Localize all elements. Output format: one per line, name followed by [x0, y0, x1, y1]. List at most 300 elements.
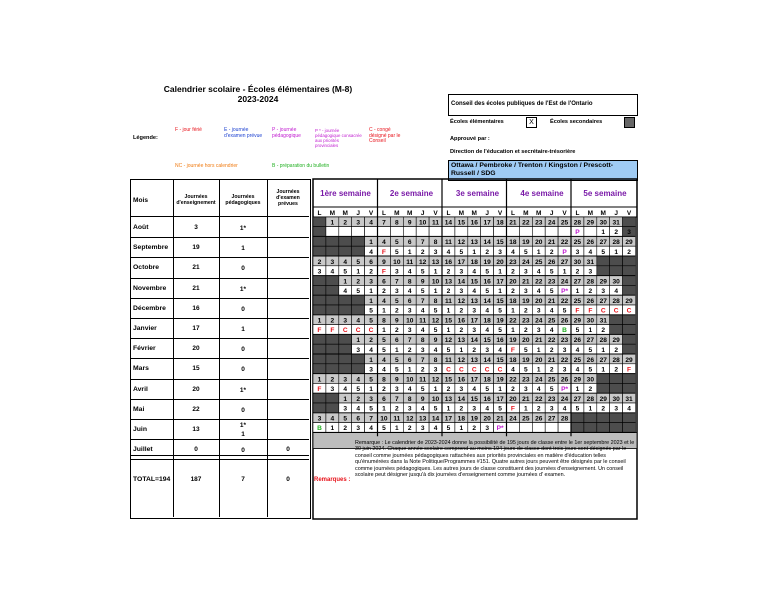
- calendar-day: 3: [330, 386, 335, 393]
- calendar-day: 4: [588, 248, 593, 256]
- calendar-day: 2: [511, 386, 515, 393]
- total-teaching: 187: [190, 476, 202, 483]
- calendar-day: 5: [524, 366, 528, 374]
- calendar-cell: [558, 423, 571, 433]
- month-teaching-days: 21: [192, 264, 200, 272]
- day-letter: M: [600, 210, 606, 217]
- month-teaching-days: 22: [192, 405, 200, 413]
- calendar-day: 19: [483, 258, 491, 266]
- calendar-day: 2: [614, 366, 618, 374]
- calendar-cell: [507, 423, 520, 433]
- calendar-cell: [597, 423, 610, 433]
- calendar-cell: [339, 335, 352, 345]
- calendar-day: 5: [382, 425, 386, 433]
- calendar-day: 2: [395, 307, 399, 315]
- calendar-day: 23: [509, 258, 517, 266]
- calendar-day: 5: [420, 268, 425, 276]
- calendar-cell: [313, 344, 326, 354]
- calendar-day: C: [600, 307, 606, 315]
- calendar-day: 2: [330, 376, 335, 384]
- calendar-day: 16: [444, 258, 453, 266]
- calendar-day: 8: [433, 356, 438, 364]
- calendar-day: F: [510, 346, 515, 354]
- calendar-day: 22: [560, 356, 569, 364]
- calendar-day: 2: [395, 405, 399, 413]
- calendar-day: 4: [575, 346, 580, 354]
- calendar-day: 27: [547, 415, 556, 423]
- calendar-day: 1: [433, 386, 438, 393]
- calendar-day: 1: [369, 356, 373, 364]
- calendar-day: 14: [470, 337, 478, 345]
- calendar-day: 23: [547, 278, 556, 286]
- calendar-day: 9: [382, 258, 386, 266]
- calendar-day: 4: [433, 425, 438, 433]
- calendar-cell: [313, 285, 326, 295]
- calendar-day: F: [330, 327, 335, 335]
- calendar-day: 8: [407, 396, 412, 403]
- calendar-day: 21: [535, 337, 543, 345]
- calendar-day: 11: [393, 415, 401, 423]
- calendar-day: 18: [483, 317, 491, 325]
- calendar-cell: [610, 325, 623, 335]
- calendar-cell: [507, 227, 520, 237]
- calendar-day: 26: [560, 376, 569, 384]
- calendar-day: 6: [395, 337, 399, 345]
- month-pedagogical-days: 0: [241, 447, 245, 455]
- calendar-day: 1: [343, 278, 348, 286]
- calendar-day: 5: [356, 288, 360, 295]
- calendar-day: 5: [549, 386, 554, 393]
- calendar-day: 2: [356, 396, 360, 403]
- header-enseignement: Journées d'enseignement: [176, 194, 216, 206]
- calendar-day: 25: [560, 219, 569, 227]
- calendar-day: 21: [547, 239, 556, 247]
- calendar-day: C: [342, 327, 348, 335]
- calendar-day: 26: [547, 258, 556, 266]
- calendar-day: C: [613, 307, 619, 315]
- calendar-day: 5: [498, 327, 502, 335]
- calendar-day: 24: [535, 317, 543, 325]
- calendar-day: 15: [457, 219, 466, 227]
- day-letter: M: [523, 210, 529, 217]
- calendar-day: 31: [625, 396, 633, 403]
- calendar-day: 4: [369, 219, 373, 227]
- calendar-day: 30: [599, 219, 607, 227]
- calendar-day: 3: [420, 425, 425, 433]
- calendar-day: 5: [382, 337, 386, 345]
- calendar-day: 28: [612, 239, 620, 247]
- week-3-title: 3e semaine: [455, 189, 500, 198]
- calendar-cell: [584, 413, 597, 423]
- calendar-day: 5: [343, 268, 348, 276]
- calendar-day: 30: [586, 317, 595, 325]
- day-letter: L: [510, 210, 515, 217]
- calendar-day: 3: [536, 327, 541, 335]
- calendar-cell: [339, 364, 352, 374]
- week-2-title: 2e semaine: [389, 189, 434, 198]
- calendar-day: 18: [496, 219, 504, 227]
- month-pedagogical-days: 0: [241, 305, 245, 313]
- calendar-cell: [545, 423, 558, 433]
- calendar-cell: [532, 423, 545, 433]
- calendar-cell: [623, 315, 636, 325]
- calendar-day: 3: [459, 268, 464, 276]
- calendar-day: 18: [457, 415, 466, 423]
- day-letter: J: [549, 210, 554, 217]
- secondary-label: Écoles secondaires: [550, 119, 603, 125]
- calendar-day: F: [317, 327, 322, 335]
- calendar-day: 1: [575, 288, 580, 295]
- calendar-day: 5: [395, 366, 399, 374]
- calendar-cell: [326, 403, 339, 413]
- calendar-cell: [623, 423, 636, 433]
- calendar-cell: [313, 393, 326, 403]
- day-letter: M: [329, 210, 336, 217]
- calendar-day: 1: [356, 268, 360, 276]
- day-letter: V: [562, 210, 567, 217]
- calendar-day: 12: [457, 298, 466, 305]
- calendar-day: 4: [420, 327, 425, 335]
- calendar-day: 20: [535, 239, 543, 247]
- calendar-day: 30: [612, 278, 620, 286]
- calendar-day: 1: [317, 376, 322, 384]
- calendar-cell: [313, 335, 326, 345]
- calendar-day: 1: [407, 366, 412, 374]
- calendar-day: 11: [444, 239, 452, 247]
- calendar-day: 13: [418, 415, 427, 423]
- calendar-day: 1: [536, 346, 541, 354]
- calendar-cell: [584, 423, 597, 433]
- calendar-day: 3: [524, 386, 528, 393]
- calendar-day: 4: [536, 386, 541, 393]
- day-letter: V: [497, 210, 503, 217]
- calendar-day: B: [562, 327, 567, 335]
- calendar-day: 5: [343, 415, 348, 423]
- calendar-day: 5: [369, 405, 373, 413]
- calendar-day: 1: [498, 386, 502, 393]
- month-name: Janvier: [133, 325, 157, 332]
- calendar-day: 24: [535, 376, 543, 384]
- calendar-day: 29: [599, 278, 607, 286]
- calendar-day: 18: [483, 376, 491, 384]
- calendar-day: 30: [586, 376, 595, 384]
- day-letter: M: [394, 210, 400, 217]
- calendar-day: 21: [547, 356, 556, 364]
- calendar-day: 15: [496, 356, 504, 364]
- calendar-day: 1: [446, 327, 451, 335]
- calendar-day: 17: [496, 396, 504, 403]
- calendar-cell: [597, 383, 610, 393]
- calendar-day: 4: [498, 346, 502, 354]
- calendar-day: 19: [522, 298, 530, 305]
- calendar-cell: [597, 374, 610, 384]
- header-mois: Mois: [133, 197, 149, 204]
- day-letter: L: [317, 210, 322, 217]
- calendar-day: 1: [395, 425, 399, 433]
- calendar-day: 6: [407, 356, 412, 364]
- calendar-day: 22: [560, 298, 569, 305]
- calendar-day: F: [381, 248, 386, 256]
- calendar-day: 14: [483, 356, 491, 364]
- calendar-day: 22: [509, 376, 517, 384]
- calendar-day: C: [471, 366, 477, 374]
- calendar-day: 2: [420, 366, 425, 374]
- month-pedagogical-days: 0: [241, 265, 245, 273]
- calendar-day: 2: [549, 366, 554, 374]
- calendar-day: P*: [561, 386, 569, 393]
- calendar-day: 17: [444, 415, 453, 423]
- month-teaching-days: 16: [192, 304, 200, 312]
- calendar-day: 15: [470, 278, 478, 286]
- month-name: Avril: [133, 385, 148, 393]
- calendar-cell: [326, 364, 339, 374]
- calendar-day: 28: [586, 396, 595, 403]
- week-1-title: 1ère semaine: [320, 189, 371, 198]
- day-letter: L: [446, 210, 451, 217]
- calendar-day: 1: [588, 327, 593, 335]
- legend-label: Légende:: [133, 135, 158, 141]
- calendar-day: 20: [496, 258, 504, 266]
- calendar-day: P*: [561, 288, 569, 295]
- calendar-day: 1: [330, 219, 335, 227]
- calendar-day: 3: [356, 346, 360, 354]
- calendar-day: 7: [420, 239, 425, 247]
- calendar-day: 1: [588, 405, 593, 413]
- week-4-title: 4e semaine: [520, 189, 564, 198]
- calendar-day: 18: [509, 298, 517, 305]
- calendar-cell: [326, 335, 339, 345]
- calendar-cell: [352, 237, 365, 247]
- calendar-day: 12: [431, 376, 440, 384]
- calendar-day: 3: [536, 307, 541, 315]
- calendar-day: 13: [444, 278, 453, 286]
- month-pedagogical-days: 1*: [239, 386, 247, 394]
- calendar-day: 14: [483, 298, 491, 305]
- calendar-day: 2: [472, 425, 477, 433]
- calendar-day: 2: [317, 258, 322, 266]
- calendar-day: 17: [470, 376, 478, 384]
- calendar-day: 16: [483, 396, 491, 403]
- calendar-day: 14: [444, 219, 453, 227]
- month-pedagogical-days: 1* 1: [239, 422, 247, 438]
- calendar-cell: [326, 285, 339, 295]
- calendar-day: 4: [575, 366, 580, 374]
- calendar-day: C: [497, 366, 503, 374]
- calendar-day: 3: [627, 229, 631, 237]
- calendar-day: 28: [612, 356, 620, 364]
- calendar-cell: [610, 423, 623, 433]
- calendar-day: 3: [588, 268, 593, 276]
- calendar-day: 12: [418, 258, 427, 266]
- approved-label: Approuvé par :: [450, 136, 490, 142]
- calendar-day: 22: [522, 219, 530, 227]
- month-pedagogical-days: 0: [241, 406, 245, 414]
- calendar-day: 20: [483, 415, 491, 423]
- calendar-day: 5: [420, 386, 425, 393]
- calendar-cell: [455, 227, 468, 237]
- calendar-day: 1: [472, 248, 477, 256]
- elementary-checkbox[interactable]: X: [526, 117, 537, 128]
- calendar-day: 20: [509, 396, 517, 403]
- calendar-day: 2: [446, 386, 451, 393]
- calendar-day: 4: [407, 268, 412, 276]
- calendar-day: 3: [395, 386, 399, 393]
- calendar-day: F: [381, 268, 386, 276]
- calendar-day: 1: [343, 396, 348, 403]
- calendar-day: 27: [599, 298, 607, 305]
- calendar-day: 1: [382, 307, 386, 315]
- calendar-day: 10: [393, 258, 401, 266]
- calendar-day: 18: [509, 239, 517, 247]
- calendar-day: 8: [395, 219, 399, 227]
- month-teaching-days: 21: [192, 284, 200, 292]
- calendar-day: 13: [444, 396, 453, 403]
- calendar-day: 24: [560, 278, 569, 286]
- calendar-day: 2: [446, 288, 451, 295]
- calendar-cell: [313, 276, 326, 286]
- calendar-day: 1: [433, 288, 438, 295]
- calendar-day: 27: [599, 356, 607, 364]
- legend-nc: NC - journée hors calendrier: [175, 163, 238, 169]
- calendar-day: 14: [457, 278, 466, 286]
- calendar-day: 4: [369, 425, 373, 433]
- calendar-day: 3: [407, 405, 412, 413]
- calendar-day: 6: [356, 415, 360, 423]
- calendar-day: 29: [625, 298, 633, 305]
- calendar-day: 15: [496, 239, 504, 247]
- calendar-cell: [326, 246, 339, 256]
- day-letter: J: [614, 210, 618, 217]
- calendar-day: 19: [522, 356, 530, 364]
- calendar-cell: [403, 227, 416, 237]
- calendar-day: 17: [470, 317, 478, 325]
- month-name: Octobre: [133, 264, 160, 272]
- calendar-day: 2: [369, 268, 373, 276]
- calendar-day: 3: [524, 268, 528, 276]
- calendar-day: 3: [407, 327, 412, 335]
- calendar-cell: [313, 227, 326, 237]
- calendar-day: 1: [575, 386, 580, 393]
- calendar-day: 26: [560, 317, 569, 325]
- calendar-day: 1: [446, 405, 451, 413]
- calendar-day: 12: [457, 356, 466, 364]
- calendar-day: 1: [536, 366, 541, 374]
- calendar-day: 5: [459, 248, 464, 256]
- calendar-cell: [429, 227, 442, 237]
- calendar-day: 16: [457, 376, 466, 384]
- calendar-day: 3: [343, 317, 348, 325]
- calendar-day: 1: [498, 268, 502, 276]
- calendar-day: 2: [356, 278, 360, 286]
- calendar-day: 13: [470, 298, 478, 305]
- calendar-day: 29: [625, 239, 633, 247]
- calendar-day: 10: [431, 278, 440, 286]
- calendar-day: 4: [356, 376, 360, 384]
- calendar-day: B: [317, 425, 322, 433]
- calendar-day: 7: [395, 396, 399, 403]
- day-letter: J: [485, 210, 489, 217]
- calendar-day: 2: [575, 268, 580, 276]
- total-label: TOTAL=194: [133, 476, 171, 483]
- calendar-cell: [545, 227, 558, 237]
- day-letter: V: [368, 210, 374, 217]
- calendar-day: P: [575, 229, 580, 237]
- calendar-day: 4: [343, 386, 348, 393]
- calendar-day: 5: [575, 327, 580, 335]
- calendar-day: 4: [343, 288, 348, 295]
- calendar-cell: [326, 344, 339, 354]
- calendar-day: 5: [395, 239, 399, 247]
- calendar-day: 20: [535, 356, 543, 364]
- month-pedagogical-days: 1: [241, 245, 245, 253]
- calendar-day: 3: [420, 346, 425, 354]
- calendar-day: 5: [446, 425, 451, 433]
- legend-report: B - préparation du bulletin: [272, 163, 330, 169]
- calendar-day: 13: [470, 356, 478, 364]
- calendar-day: 24: [522, 258, 530, 266]
- calendar-cell: [313, 295, 326, 305]
- calendar-day: 2: [614, 229, 618, 237]
- calendar-cell: [313, 403, 326, 413]
- calendar-day: 1: [601, 229, 606, 237]
- calendar-day: 8: [382, 317, 386, 325]
- calendar-cell: [610, 266, 623, 276]
- calendar-day: 16: [457, 317, 466, 325]
- calendar-day: 9: [433, 337, 438, 345]
- calendar-day: 4: [330, 415, 335, 423]
- calendar-day: 1: [459, 425, 464, 433]
- calendar-day: 1: [317, 317, 322, 325]
- calendar-day: 20: [522, 337, 530, 345]
- calendar-day: 5: [433, 405, 438, 413]
- day-letter: J: [356, 210, 360, 217]
- calendar-day: 4: [420, 405, 425, 413]
- month-teaching-days: 19: [192, 244, 200, 252]
- calendar-day: 22: [547, 337, 556, 345]
- calendar-day: 1: [395, 346, 399, 354]
- calendar-day: C: [355, 327, 361, 335]
- calendar-day: 28: [586, 278, 595, 286]
- calendar-day: 5: [356, 258, 360, 266]
- calendar-day: 7: [420, 356, 425, 364]
- calendar-cell: [610, 315, 623, 325]
- calendar-day: 17: [457, 258, 466, 266]
- calendar-cell: [326, 227, 339, 237]
- calendar-day: 19: [496, 317, 504, 325]
- board-name: Conseil des écoles publiques de l'Est de l'Ontario: [451, 101, 593, 107]
- calendar-day: 7: [395, 278, 399, 286]
- calendar-day: 30: [612, 396, 620, 403]
- calendar-day: 3: [369, 278, 373, 286]
- calendar-day: 6: [407, 239, 412, 247]
- calendar-day: 2: [601, 327, 606, 335]
- month-teaching-days: 0: [194, 446, 198, 454]
- month-name: Juillet: [133, 446, 153, 454]
- calendar-day: 2: [382, 288, 386, 295]
- calendar-day: 3: [472, 405, 477, 413]
- day-letter: M: [471, 210, 477, 217]
- calendar-cell: [352, 246, 365, 256]
- month-teaching-days: 15: [192, 365, 200, 373]
- calendar-day: 27: [599, 239, 607, 247]
- calendar-day: 16: [496, 337, 504, 345]
- calendar-day: 4: [562, 405, 567, 413]
- calendar-day: 1: [511, 307, 515, 315]
- month-teaching-days: 17: [192, 325, 200, 332]
- calendar-day: 5: [369, 307, 373, 315]
- calendar-day: 4: [472, 268, 477, 276]
- calendar-day: 10: [406, 317, 414, 325]
